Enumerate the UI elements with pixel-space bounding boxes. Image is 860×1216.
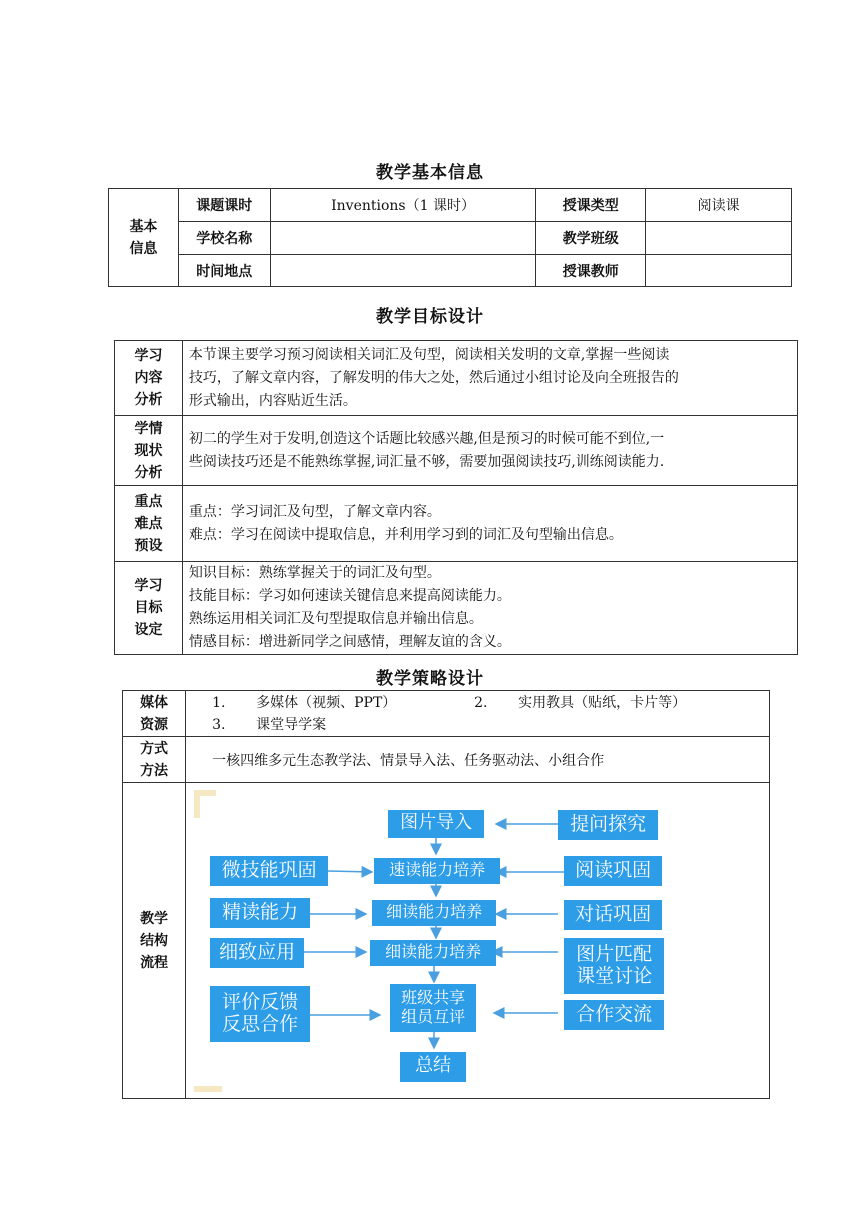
goal-text-objectives: 知识目标：熟练掌握关于的词汇及句型。 技能目标：学习如何速读关键信息来提高阅读能力。 熟练运用相关词汇及句型提取信息并输出信息。 情感目标：增进新同学之间感情，理解友谊的含义。 (182, 562, 797, 655)
strategy-method-text: 一核四维多元生态教学法、情景导入法、任务驱动法、小组合作 (186, 737, 770, 783)
flow-center-4: 细读能力培养 (370, 940, 496, 966)
flow-center-2: 速读能力培养 (374, 858, 500, 884)
goal-label-situation: 学情 现状 分析 (115, 416, 183, 486)
flow-right-1: 提问探究 (558, 810, 658, 840)
label-topic: 课题课时 (178, 189, 270, 222)
flow-right-4-text: 图片匹配 课堂讨论 (576, 942, 653, 987)
strategy-label-flow: 教学 结构 流程 (123, 783, 186, 1099)
goal-label-objectives: 学习 目标 设定 (115, 562, 183, 655)
media-item3-num: 3. (212, 716, 226, 733)
value-class-type: 阅读课 (646, 189, 792, 222)
media-item1: 多媒体（视频、PPT） (256, 694, 397, 711)
section-title-strategy: 教学策略设计 (376, 669, 484, 689)
media-item2: 实用教具（贴纸，卡片等） (518, 694, 687, 711)
label-time-place: 时间地点 (178, 255, 270, 287)
flow-center-3: 细读能力培养 (372, 900, 496, 926)
strategy-label-method: 方式 方法 (123, 737, 186, 783)
goals-table (114, 340, 798, 655)
flow-right-5: 合作交流 (564, 1000, 664, 1030)
flow-left-2: 精读能力 (210, 898, 310, 928)
strategy-label-media: 媒体 资源 (123, 691, 186, 737)
value-topic: Inventions（1 课时） (270, 189, 536, 222)
media-item2-num: 2. (474, 694, 488, 711)
label-school: 学校名称 (178, 222, 270, 255)
section-title-basic: 教学基本信息 (376, 163, 484, 183)
flow-center-5-text: 班级共享 组员互评 (401, 988, 466, 1026)
flow-right-3: 对话巩固 (564, 900, 662, 930)
strategy-media-list (186, 691, 770, 737)
label-teacher: 授课教师 (536, 255, 646, 287)
goal-text-situation: 初二的学生对于发明,创造这个话题比较感兴趣,但是预习的时候可能不到位,一 些阅读技巧还是不能熟练掌握,词汇量不够，需要加强阅读技巧,训练阅读能力. (182, 416, 797, 486)
media-item3: 课堂导学案 (256, 716, 327, 733)
section-title-goals: 教学目标设计 (376, 307, 484, 327)
strategy-table (122, 690, 770, 1099)
goal-text-keypoints: 重点：学习词汇及句型，了解文章内容。 难点：学习在阅读中提取信息，并利用学习到的词汇及句型输出信息。 (182, 486, 797, 562)
media-item1-num: 1. (212, 694, 226, 711)
flow-left-4-text: 评价反馈 反思合作 (222, 990, 299, 1035)
basic-group-label: 基本 信息 (109, 189, 179, 287)
flow-chart (194, 790, 762, 1092)
label-class: 教学班级 (536, 222, 646, 255)
flow-left-1: 微技能巩固 (210, 856, 328, 886)
flow-center-6: 总结 (400, 1052, 466, 1082)
label-class-type: 授课类型 (536, 189, 646, 222)
value-school (270, 222, 536, 255)
flow-center-1: 图片导入 (388, 810, 484, 838)
arrow-left-1 (328, 871, 372, 872)
flow-center-5 (390, 984, 476, 1032)
flow-right-4 (564, 938, 664, 994)
value-teacher (646, 255, 792, 287)
goal-label-keypoints: 重点 难点 预设 (115, 486, 183, 562)
basic-info-table (108, 188, 792, 287)
flow-left-4 (210, 986, 310, 1042)
flow-left-3: 细致应用 (210, 938, 304, 968)
flow-right-2: 阅读巩固 (564, 856, 662, 886)
value-time-place (270, 255, 536, 287)
goal-label-content: 学习 内容 分析 (115, 341, 183, 416)
goal-text-content: 本节课主要学习预习阅读相关词汇及句型，阅读相关发明的文章,掌握一些阅读 技巧，了解文章内容，了解发明的伟大之处，然后通过小组讨论及向全班报告的 形式输出，内容贴近生活。 (182, 341, 797, 416)
value-class (646, 222, 792, 255)
